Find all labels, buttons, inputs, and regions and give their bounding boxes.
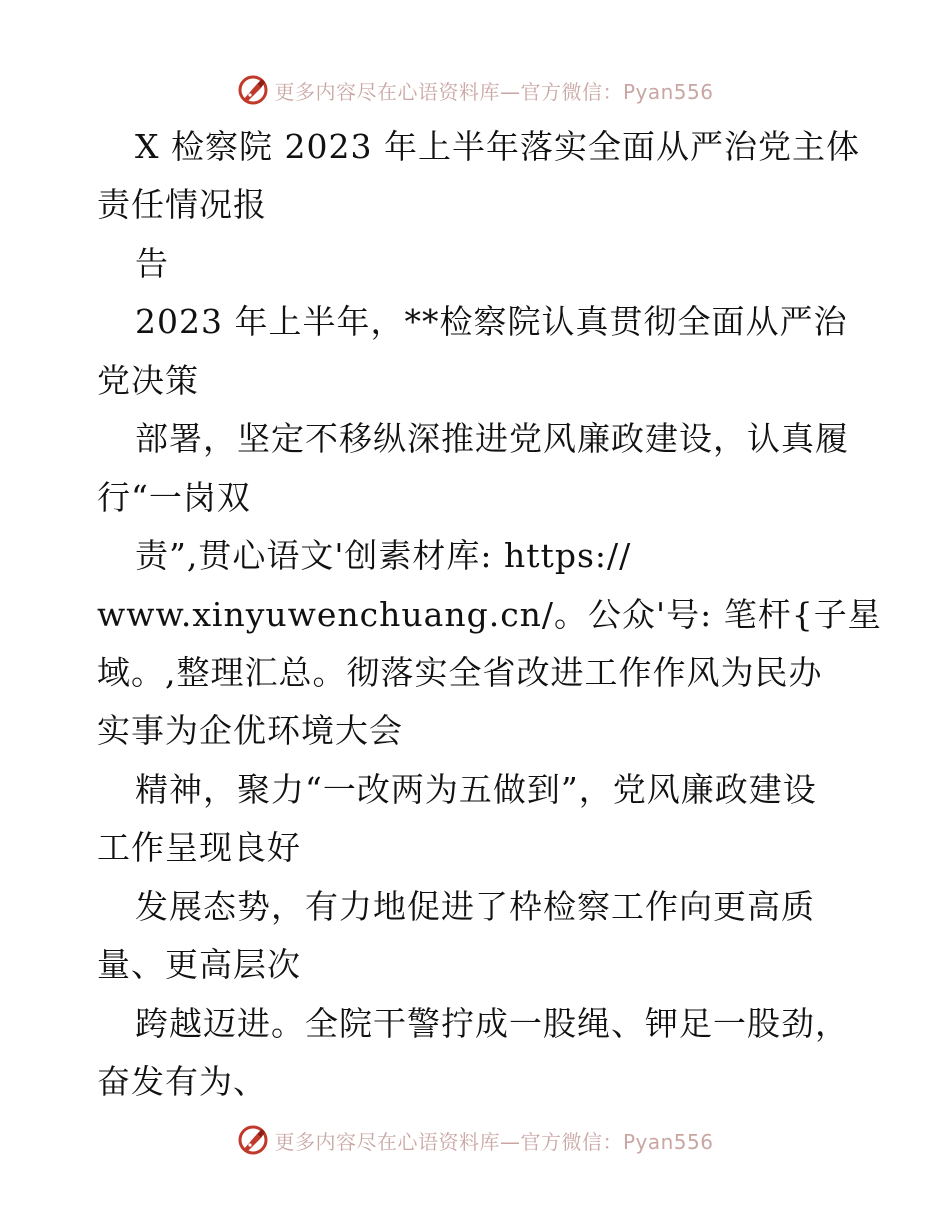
doc-paragraph-line: 奋发有为、 xyxy=(97,1062,267,1101)
doc-paragraph-line: 部署，坚定不移纵深推进党风廉政建设，认真履 xyxy=(135,419,849,458)
doc-title-line-2: 责任情况报 xyxy=(97,185,267,224)
doc-paragraph-line: 行“一岗双 xyxy=(97,478,251,517)
header-banner xyxy=(0,68,950,112)
doc-paragraph-line: 跨越迈进。全院干警拧成一股绳、钾足一股劲， xyxy=(135,1004,849,1043)
pen-nib-circle-icon xyxy=(236,73,270,107)
pen-nib-circle-icon xyxy=(236,1123,270,1157)
doc-paragraph-line: 发展态势，有力地促进了枠检察工作向更高质 xyxy=(135,887,815,926)
doc-paragraph-line: 量、更高层次 xyxy=(97,945,301,984)
doc-title-line-1: X 检察院 2023 年上半年落实全面从严治党主体 xyxy=(135,127,860,166)
doc-paragraph-line: 党决策 xyxy=(97,361,199,400)
doc-paragraph-line: 工作呈现良好 xyxy=(97,828,301,867)
doc-paragraph-line: 精神，聚力“一改两为五做到”，党风廉政建设 xyxy=(135,770,817,809)
doc-paragraph-line: 实事为企优环境大会 xyxy=(97,711,403,750)
doc-paragraph-line: 2023 年上半年，**检察院认真贯彻全面从严治 xyxy=(135,302,848,341)
doc-title-line-3: 告 xyxy=(135,244,169,283)
doc-paragraph-line: 责”,贯心语文'创素材库: https:// xyxy=(135,536,632,575)
footer-banner xyxy=(0,1118,950,1162)
doc-paragraph-line: www.xinyuwenchuang.cn/。公众'号: 笔杆{子星 xyxy=(97,595,882,634)
banner-text: 更多内容尽在心语资料库—官方微信：Pyan556 xyxy=(274,1129,714,1154)
doc-paragraph-line: 域。,整理汇总。彻落实全省改进工作作风为民办 xyxy=(97,653,823,692)
banner-text: 更多内容尽在心语资料库—官方微信：Pyan556 xyxy=(274,79,714,104)
